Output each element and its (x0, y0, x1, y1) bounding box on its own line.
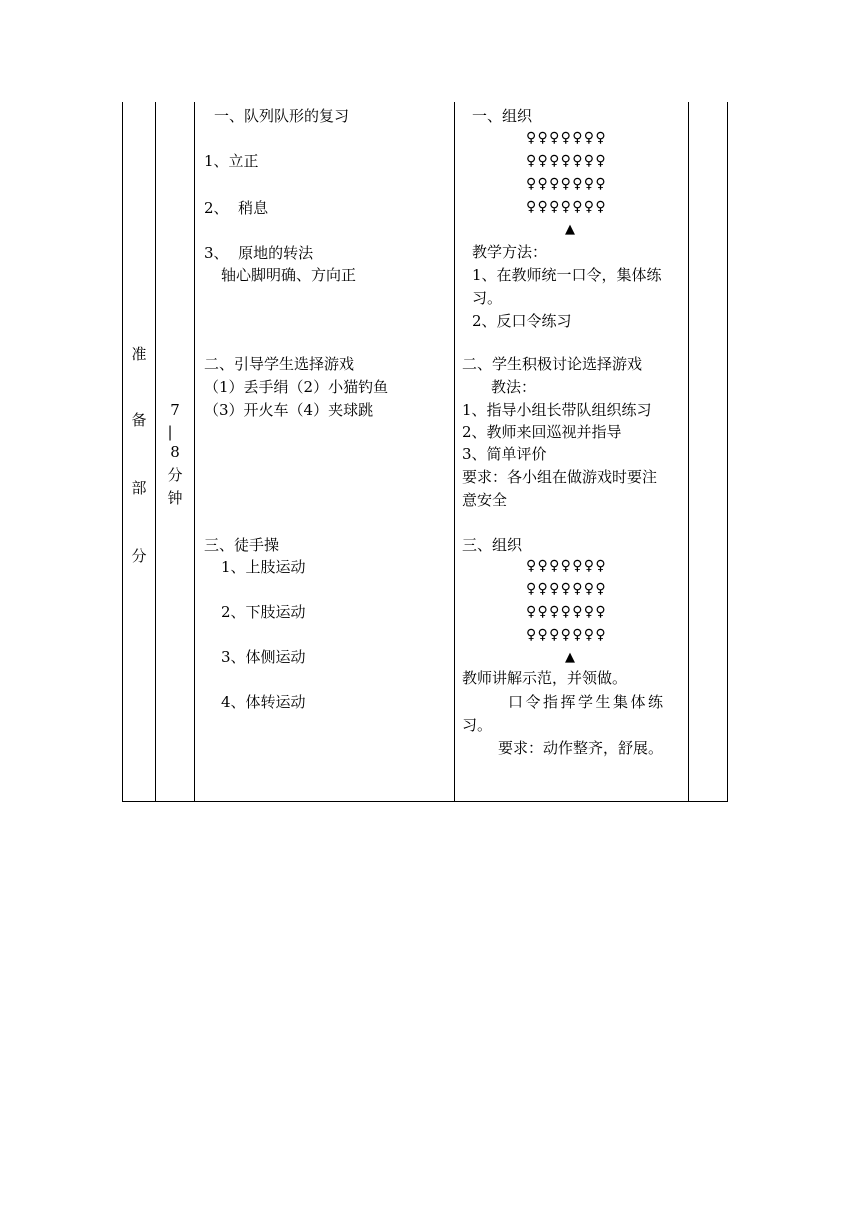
teacher-marker-1: ▲ (565, 222, 575, 237)
org-part2-step-2: 2、教师来回巡视并指导 (462, 423, 622, 441)
formation-1-row-3: ♀♀♀♀♀♀♀ (526, 176, 607, 192)
section-char-3: 部 (131, 479, 147, 497)
formation-2-row-4: ♀♀♀♀♀♀♀ (526, 627, 607, 643)
content-part3-title: 三、徒手操 (204, 536, 280, 554)
section-char-2: 备 (131, 411, 147, 429)
time-char-5: 钟 (167, 489, 183, 507)
content-part3-item-2: 2、下肢运动 (221, 603, 306, 621)
column-divider-3 (454, 102, 455, 802)
table-border-left (122, 102, 123, 802)
column-divider-1 (155, 102, 156, 802)
org-part1-title: 一、组织 (472, 107, 533, 125)
formation-1-row-2: ♀♀♀♀♀♀♀ (526, 153, 607, 169)
content-part1-item-3: 3、 原地的转法 (204, 244, 314, 262)
content-part3-item-1: 1、上肢运动 (221, 558, 306, 576)
table-border-bottom (122, 801, 728, 802)
lesson-plan-table (122, 102, 728, 802)
org-part2-method-title: 教法： (491, 378, 537, 396)
formation-1-row-1: ♀♀♀♀♀♀♀ (526, 130, 607, 146)
org-part2-step-3: 3、简单评价 (462, 445, 547, 463)
org-part1-method-1b: 习。 (472, 289, 503, 307)
time-char-1: 7 (170, 401, 180, 419)
section-char-1: 准 (131, 345, 147, 363)
teacher-marker-2: ▲ (565, 650, 575, 665)
org-part3-line-3: 习。 (462, 716, 493, 734)
org-part2-step-1: 1、指导小组长带队组织练习 (462, 401, 652, 419)
formation-2-row-3: ♀♀♀♀♀♀♀ (526, 604, 607, 620)
content-part2-games-1: （1）丢手绢（2）小猫钓鱼 (204, 378, 389, 396)
time-char-3: 8 (170, 443, 180, 461)
content-part1-item-2: 2、 稍息 (204, 199, 269, 217)
org-part2-requirement-b: 意安全 (462, 491, 508, 509)
formation-2-row-2: ♀♀♀♀♀♀♀ (526, 581, 607, 597)
org-part1-method-title: 教学方法： (472, 243, 548, 261)
formation-2-row-1: ♀♀♀♀♀♀♀ (526, 558, 607, 574)
time-char-2: | (167, 423, 173, 441)
org-part1-method-2: 2、反口令练习 (472, 312, 572, 330)
content-part3-item-3: 3、体侧运动 (221, 648, 306, 666)
content-part1-item-1: 1、立正 (204, 152, 259, 170)
content-part3-item-4: 4、体转运动 (221, 693, 306, 711)
content-part2-title: 二、引导学生选择游戏 (204, 355, 355, 373)
org-part3-line-2: 口令指挥学生集体练 (508, 693, 666, 711)
content-part2-games-2: （3）开火车（4）夹球跳 (204, 401, 374, 419)
table-border-right (727, 102, 728, 802)
column-divider-4 (688, 102, 689, 802)
org-part2-title: 二、学生积极讨论选择游戏 (462, 355, 643, 373)
org-part1-method-1a: 1、在教师统一口令，集体练 (472, 266, 662, 284)
content-part1-note: 轴心脚明确、方向正 (221, 266, 357, 284)
time-char-4: 分 (167, 466, 183, 484)
org-part3-requirement: 要求：动作整齐，舒展。 (498, 739, 664, 757)
content-part1-title: 一、队列队形的复习 (214, 107, 350, 125)
org-part2-requirement-a: 要求：各小组在做游戏时要注 (462, 468, 658, 486)
formation-1-row-4: ♀♀♀♀♀♀♀ (526, 199, 607, 215)
column-divider-2 (194, 102, 195, 802)
section-char-4: 分 (131, 547, 147, 565)
org-part3-title: 三、组织 (462, 536, 523, 554)
org-part3-line-1: 教师讲解示范，并领做。 (462, 669, 628, 687)
